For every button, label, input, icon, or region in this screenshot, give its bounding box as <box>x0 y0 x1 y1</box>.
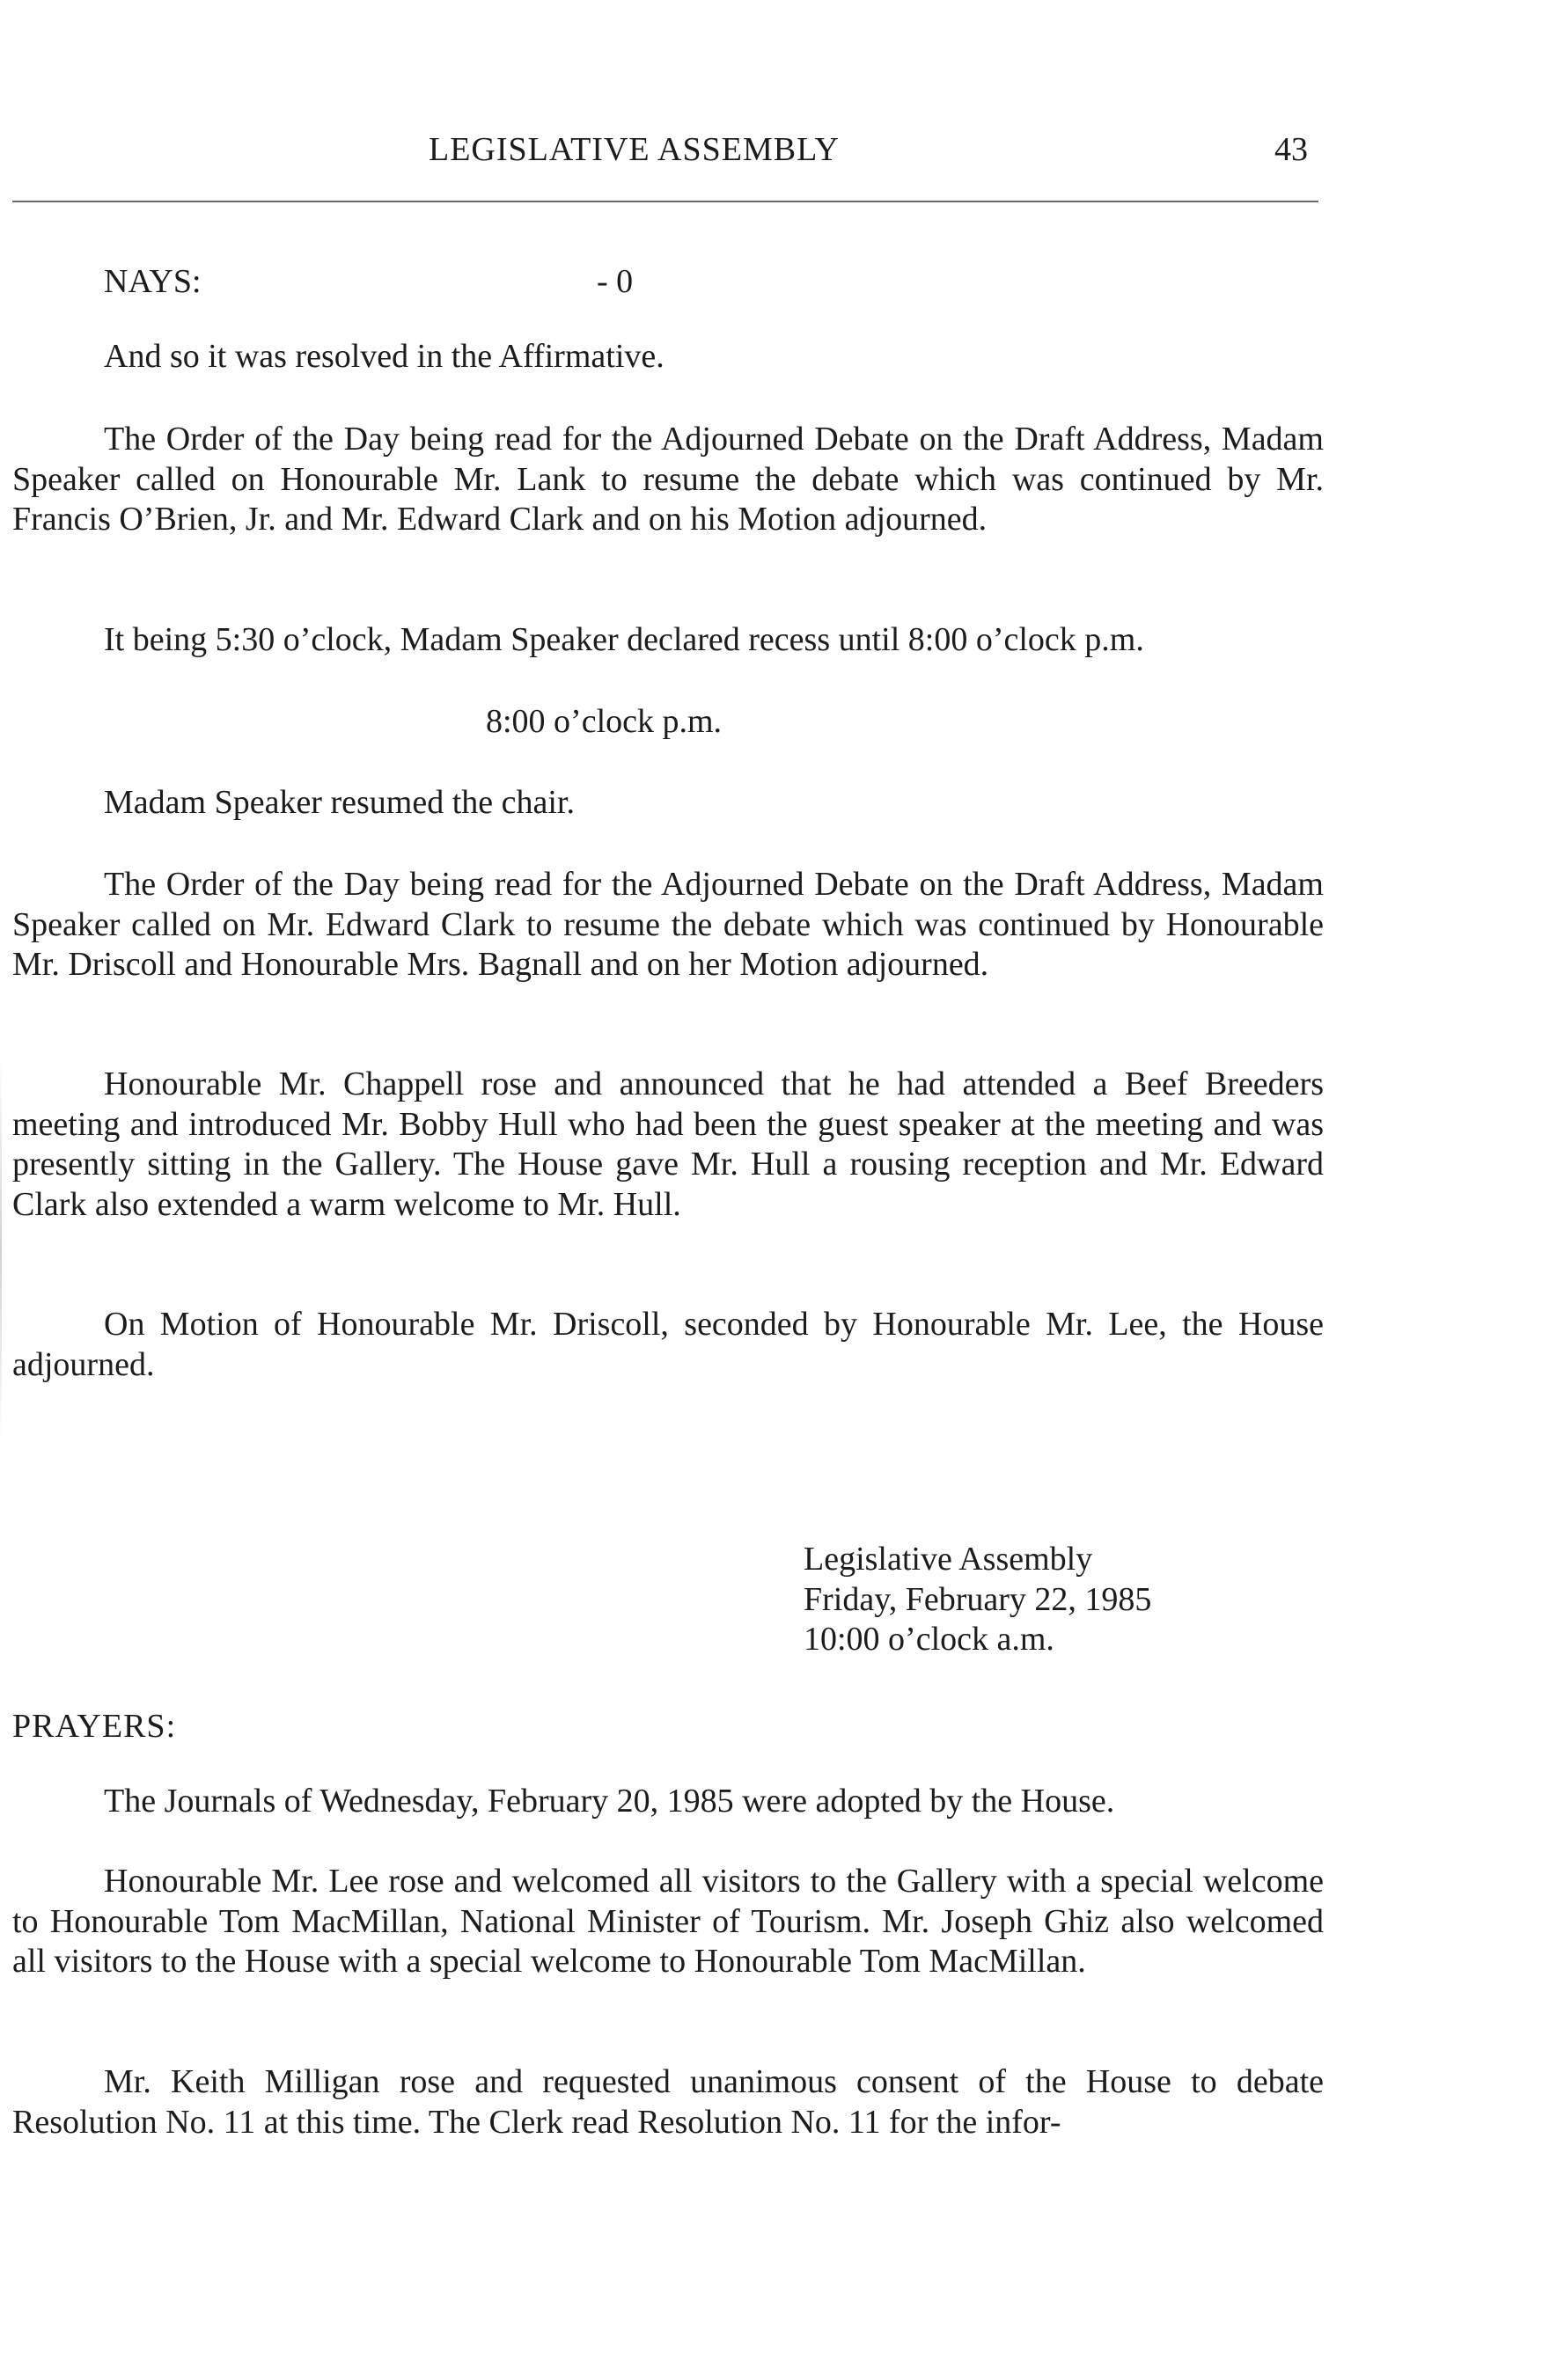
running-header-title: LEGISLATIVE ASSEMBLY <box>429 131 840 168</box>
speaker-resumed-paragraph: Madam Speaker resumed the chair. <box>104 784 575 821</box>
evening-sitting-time: 8:00 o’clock p.m. <box>486 703 723 740</box>
scan-margin-shadow <box>0 1056 2 1443</box>
header-divider <box>12 201 1318 202</box>
recess-paragraph: It being 5:30 o’clock, Madam Speaker declared recess until 8:00 o’clock p.m. <box>104 621 1144 658</box>
adjournment-motion-paragraph: On Motion of Honourable Mr. Driscoll, seconded by Honourable Mr. Lee, the House adjourned. <box>12 1306 1324 1383</box>
evening-debate-paragraph: The Order of the Day being read for the Adjourned Debate on the Draft Address, Madam Speaker called on Mr. Edward Clark to resume the debate which was continued by Honourable Mr. Driscoll and Honourable Mrs. Bagnall and on her Motion adjourned. <box>12 866 1324 983</box>
journals-adopted-paragraph: The Journals of Wednesday, February 20, 1985 were adopted by the House. <box>104 1783 1115 1820</box>
nays-label: NAYS: <box>104 263 202 300</box>
page-number: 43 <box>1274 131 1308 168</box>
visitors-welcome-paragraph: Honourable Mr. Lee rose and welcomed all visitors to the Gallery with a special welcome to Honourable Tom MacMillan, National Minister of Tourism. Mr. Joseph Ghiz also welcomed all visitors to the House with a special welcome to Honourable Tom MacMillan. <box>12 1863 1324 1980</box>
guest-introduction-paragraph: Honourable Mr. Chappell rose and announced that he had attended a Beef Breeders meeting and introduced Mr. Bobby Hull who had been the guest speaker at the meeting and was presently sitting in the Gallery. The House gave Mr. Hull a rousing reception and Mr. Edward Clark also extended a warm welcome to Mr. Hull. <box>12 1066 1324 1223</box>
prayers-heading: PRAYERS: <box>12 1708 177 1745</box>
nays-count: - 0 <box>597 263 634 300</box>
adjourned-debate-paragraph: The Order of the Day being read for the Adjourned Debate on the Draft Address, Madam Speaker called on Honourable Mr. Lank to resume the debate which was continued by Mr. Francis O’Brien, Jr. and Mr. Edward Clark and on his Motion adjourned. <box>12 421 1324 538</box>
sitting-dateline <box>804 1540 1151 1660</box>
nays-tally <box>104 262 633 301</box>
dateline-body: Legislative Assembly <box>804 1541 1093 1578</box>
resolution-result-paragraph: And so it was resolved in the Affirmative. <box>104 338 665 375</box>
resolution-consent-paragraph: Mr. Keith Milligan rose and requested unanimous consent of the House to debate Resolution No. 11 at this time. The Clerk read Resolution No. 11 for the infor- <box>12 2063 1324 2141</box>
dateline-date: Friday, February 22, 1985 <box>804 1580 1152 1618</box>
dateline-time: 10:00 o’clock a.m. <box>804 1621 1054 1658</box>
